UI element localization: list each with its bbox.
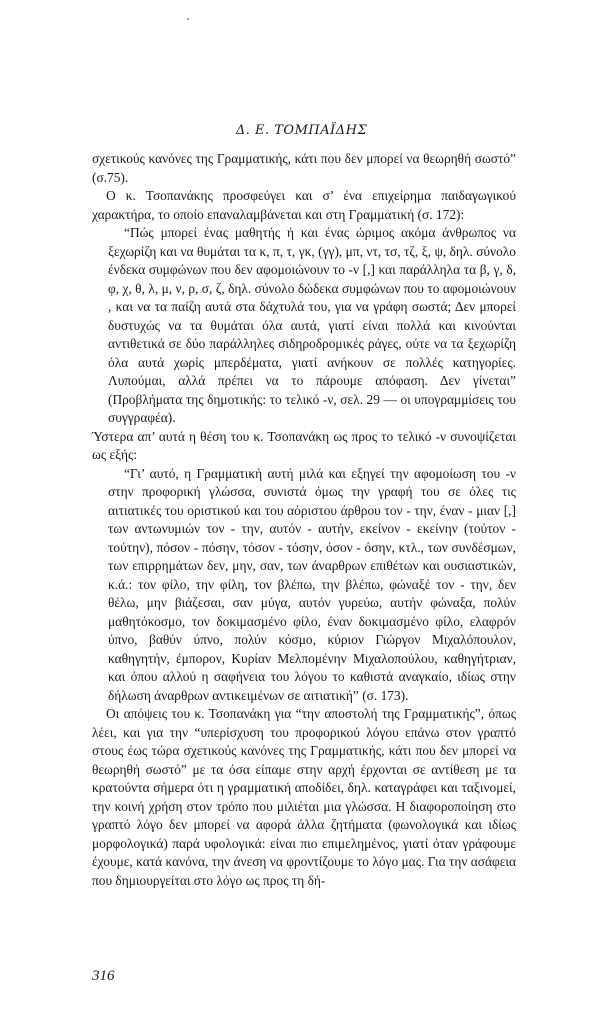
scan-speck xyxy=(187,18,189,20)
block-quote-1: “Πώς μπορεί ένας μαθητής ή και ένας ώριμος ακόμα άνθρωπος να ξεχωρίζη και να θυμάται τα κ, π, τ, γκ, (γγ), μπ, ντ, τσ, τζ, ξ, ψ, δηλ. σύνολο ένδεκα συμφώνων που δεν αφομοιώνουν το -ν [,] και παράλληλα τα β, γ, δ, φ, χ, θ, λ, μ, ν, ρ, σ, ζ, δηλ. σύνολο δώδεκα συμφώνων που το αφομοιώνουν , και να τα παίζη αυτά στα δάχτυλά του, για να γράφη σωστά; Δεν μπορεί δυστυχώς να τα θυμάται όλα αυτά, γιατί είναι πολλά και κινούνται αντιθετικά σε δύο παράλληλες σιδηροδρομικές ράγες, ούτε να τα ξεχωρίζη όλα αυτά χωρίς μπερδέματα, γιατί ανήκουν σε πολλές κατηγορίες. Λυπούμαι, αλλά πρέπει να το πάρουμε απόφαση. Δεν γίνεται” (Προβλήματα της δημοτικής: το τελικό -ν, σελ. 29 — οι υπογραμμίσεις του συγγραφέα). xyxy=(108,225,516,425)
paragraph-1: σχετικούς κανόνες της Γραμματικής, κάτι που δεν μπορεί να θεωρηθή σωστό” (σ.75). xyxy=(92,151,516,185)
block-quote-2: “Γι’ αυτό, η Γραμματική αυτή μιλά και εξηγεί την αφομοίωση του -ν στην προφορική γλώσσα, συνιστά όμως την γραφή του σε όλες τις αιτιατικές του οριστικού και του αόριστου άρθρου τον - την, έναν - μιαν [,] των αντωνυμιών τον - την, αυτόν - αυτήν, εκείνον - εκείνην (τούτον - τούτην), πόσον - πόσην, τόσον - τόσην, όσον - όσην, κτλ., των συνδέσμων, των επιρρημάτων δεν, μην, σαν, των άναρθρων επιθέτων και ουσιαστικών, κ.ά.: τον φίλο, την φίλη, τον βλέπω, την βλέπω, φώναξέ τον - την, δεν θέλω, μην βιάζεσαι, σαν μύγα, αυτόν γυρεύω, αυτήν φώναξα, πολύν μαθητόκοσμο, τον δοκιμασμένο φίλο, έναν δοκιμασμένο φίλο, ελαφρόν ύπνο, βαθύν ύπνο, πολύν κόσμο, κύριον Γιώργον Μιχαλόπουλον, καθηγητήν, έμπορον, Κυρίαν Μελπομένην Μιχαλοπούλου, καθηγήτριαν, και όπου αλλού η σαφήνεια του λόγου το καθιστά αναγκαίο, ιδίως στην δήλωση άναρθρων αντικειμένων σε αιτιατική” (σ. 173). xyxy=(108,465,516,703)
paragraph-2: Ο κ. Τσοπανάκης προσφεύγει και σ’ ένα επιχείρημα παιδαγωγικού χαρακτήρα, το οποίο επαναλαμβάνεται και στη Γραμματική (σ. 172): xyxy=(92,188,516,222)
paragraph-4: Οι απόψεις του κ. Τσοπανάκη για “την αποστολή της Γραμματικής”, όπως λέει, και για την “υπερίσχυση του προφορικού λόγου επάνω στον γραπτό στους έως τώρα σχετικούς κανόνες της Γραμματικής, κάτι που δεν μπορεί να θεωρηθή σωστό” με τα όσα είπαμε στην αρχή έρχονται σε αντίθεση με τα κρατούντα σήμερα ότι η γραμματική αποδίδει, δηλ. καταγράφει και ταξινομεί, την κοινή χρήση στον τρόπο που μιλιέται μια γλώσσα. Η διαφοροποίηση στο γραπτό λόγο δεν μπορεί να αφορά άλλα ζητήματα (φωνολογικά και ιδίως μορφολογικά) παρά υφολογικά: είναι πιο επιμελημένος, γιατί όταν γράφουμε έχουμε, κατά κανόνα, την άνεση να φροντίζουμε το λόγο μας. Για την ασάφεια που δημιουργείται στο λόγο ως προς τη δή- xyxy=(92,706,516,888)
page-number: 316 xyxy=(92,968,115,984)
paragraph-3: Ύστερα απ’ αυτά η θέση του κ. Τσοπανάκη ως προς το τελικό -ν συνοψίζεται ως εξής: xyxy=(92,428,516,462)
main-text xyxy=(92,150,516,890)
running-head: Δ. Ε. ΤΟΜΠΑΪΔΗΣ xyxy=(235,123,368,138)
